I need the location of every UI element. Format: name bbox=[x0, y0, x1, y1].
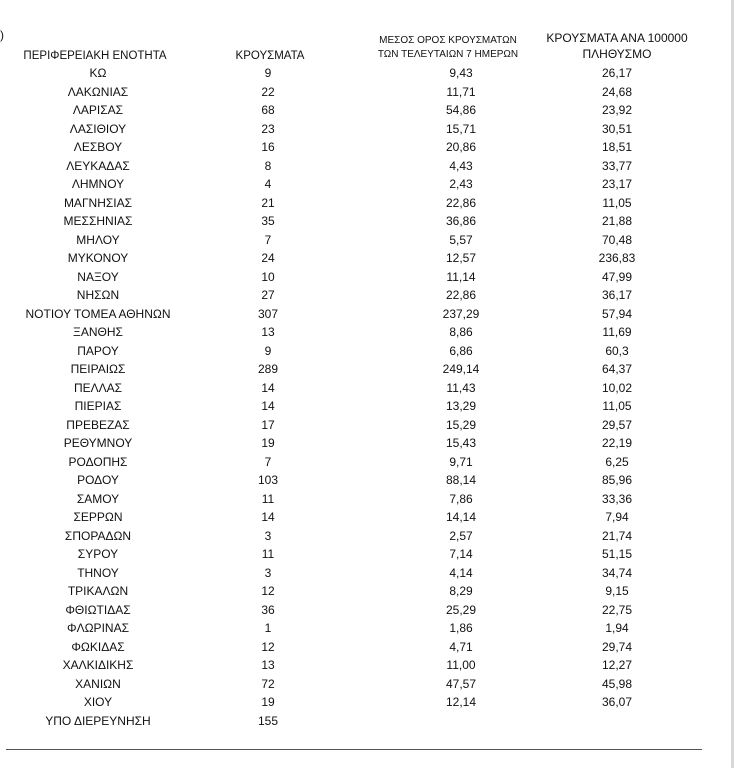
table-row bbox=[0, 675, 730, 694]
region-cell: ΛΑΡΙΣΑΣ bbox=[72, 103, 124, 117]
table-row bbox=[0, 157, 730, 176]
region-cell: ΠΙΕΡΙΑΣ bbox=[74, 399, 122, 413]
per-100k-cell: 47,99 bbox=[601, 269, 633, 284]
table-row bbox=[0, 342, 730, 361]
per-100k-cell: 70,48 bbox=[601, 232, 633, 247]
table-row bbox=[0, 656, 730, 675]
avg-7-days-cell: 15,29 bbox=[445, 417, 477, 432]
per-100k-cell: 11,05 bbox=[602, 399, 632, 413]
avg-7-days-cell: 25,29 bbox=[445, 602, 477, 617]
avg-7-days-cell: 11,71 bbox=[446, 84, 476, 99]
table-row bbox=[0, 286, 730, 305]
avg-7-days-cell: 11,43 bbox=[446, 380, 476, 395]
cases-cell: 35 bbox=[261, 214, 275, 228]
per-100k-cell: 22,19 bbox=[601, 436, 633, 450]
table-row bbox=[0, 545, 730, 564]
cases-cell: 3 bbox=[264, 565, 272, 580]
avg-7-days-cell: 9,43 bbox=[449, 66, 473, 80]
region-cell: ΛΗΜΝΟΥ bbox=[71, 177, 125, 191]
avg-7-days-cell: 2,43 bbox=[449, 177, 473, 191]
table-row bbox=[0, 120, 730, 139]
region-cell: ΣΕΡΡΩΝ bbox=[73, 510, 123, 524]
per-100k-cell: 64,37 bbox=[601, 362, 633, 376]
per-100k-cell: 36,17 bbox=[601, 288, 633, 302]
per-100k-cell: 45,98 bbox=[601, 676, 633, 691]
table-row bbox=[0, 360, 730, 379]
region-cell: ΠΕΛΛΑΣ bbox=[73, 380, 123, 395]
per-100k-cell: 10,02 bbox=[601, 380, 633, 395]
header-cases-per-100k bbox=[528, 30, 706, 62]
table-row bbox=[0, 305, 730, 324]
avg-7-days-cell: 12,14 bbox=[445, 695, 477, 709]
per-100k-cell: 29,74 bbox=[601, 639, 633, 654]
cases-cell: 14 bbox=[261, 399, 275, 413]
avg-7-days-cell: 47,57 bbox=[445, 676, 477, 691]
avg-7-days-cell: 12,57 bbox=[445, 251, 477, 265]
cases-cell: 13 bbox=[261, 325, 275, 339]
region-cell: ΧΑΛΚΙΔΙΚΗΣ bbox=[62, 658, 134, 672]
per-100k-cell: 33,36 bbox=[601, 491, 633, 506]
cases-cell: 10 bbox=[261, 269, 275, 284]
cases-cell: 9 bbox=[264, 66, 272, 80]
per-100k-cell: 24,68 bbox=[601, 84, 633, 99]
avg-7-days-cell: 5,57 bbox=[449, 232, 473, 247]
region-cell: ΧΑΝΙΩΝ bbox=[75, 676, 121, 691]
region-cell: ΦΛΩΡΙΝΑΣ bbox=[67, 621, 129, 635]
region-cell: ΛΑΣΙΘΙΟΥ bbox=[69, 121, 127, 136]
table-row bbox=[0, 490, 730, 509]
per-100k-cell: 57,94 bbox=[601, 306, 633, 321]
cases-cell: 21 bbox=[261, 195, 275, 210]
table-row bbox=[0, 453, 730, 472]
per-100k-cell: 21,74 bbox=[601, 528, 633, 543]
per-100k-cell: 85,96 bbox=[601, 473, 633, 487]
avg-7-days-cell: 88,14 bbox=[445, 473, 477, 487]
per-100k-cell: 23,92 bbox=[601, 103, 633, 117]
region-cell: ΞΑΝΘΗΣ bbox=[73, 325, 123, 339]
cases-cell: 8 bbox=[264, 158, 272, 173]
per-100k-cell: 26,17 bbox=[601, 66, 633, 80]
table-row bbox=[0, 175, 730, 194]
avg-7-days-cell: 6,86 bbox=[449, 343, 473, 358]
region-cell: ΛΕΣΒΟΥ bbox=[73, 140, 123, 154]
corner-mark: ) bbox=[0, 28, 4, 42]
per-100k-cell: 12,27 bbox=[601, 658, 633, 672]
cases-cell: 1 bbox=[264, 621, 272, 635]
table-row bbox=[0, 249, 730, 268]
table-row bbox=[0, 379, 730, 398]
region-cell: ΜΕΣΣΗΝΙΑΣ bbox=[63, 214, 133, 228]
avg-7-days-cell: 4,71 bbox=[449, 639, 473, 654]
cases-cell: 22 bbox=[261, 84, 275, 99]
per-100k-cell: 236,83 bbox=[598, 251, 636, 265]
region-cell: ΜΑΓΝΗΣΙΑΣ bbox=[63, 195, 133, 210]
avg-7-days-cell: 8,29 bbox=[449, 584, 473, 598]
cases-cell: 14 bbox=[261, 510, 275, 524]
table-row bbox=[0, 619, 730, 638]
cases-cell: 16 bbox=[261, 140, 275, 154]
table-row bbox=[0, 693, 730, 712]
cases-cell: 27 bbox=[261, 288, 275, 302]
avg-7-days-cell: 7,86 bbox=[449, 491, 473, 506]
per-100k-cell: 18,51 bbox=[601, 140, 633, 154]
cases-cell: 11 bbox=[261, 491, 275, 506]
region-cell: ΡΟΔΟΥ bbox=[77, 473, 119, 487]
per-100k-cell: 34,74 bbox=[601, 565, 633, 580]
avg-7-days-cell: 11,00 bbox=[446, 658, 476, 672]
region-cell: ΛΕΥΚΑΔΑΣ bbox=[66, 158, 130, 173]
avg-7-days-cell: 9,71 bbox=[449, 454, 473, 469]
table-row bbox=[0, 601, 730, 620]
table-row bbox=[0, 64, 730, 83]
per-100k-cell: 23,17 bbox=[601, 177, 633, 191]
avg-7-days-cell: 13,29 bbox=[445, 399, 477, 413]
cases-cell: 14 bbox=[261, 380, 275, 395]
per-100k-cell: 22,75 bbox=[601, 602, 633, 617]
cases-cell: 3 bbox=[264, 528, 272, 543]
avg-7-days-cell: 11,14 bbox=[446, 269, 476, 284]
cases-cell: 12 bbox=[261, 639, 275, 654]
table-row bbox=[0, 323, 730, 342]
cases-cell: 103 bbox=[257, 473, 279, 487]
header-cases: ΚΡΟΥΣΜΑΤΑ bbox=[235, 50, 305, 62]
cases-cell: 9 bbox=[264, 343, 272, 358]
cases-cell: 7 bbox=[264, 232, 272, 247]
table-row bbox=[0, 712, 730, 731]
table-row bbox=[0, 212, 730, 231]
avg-7-days-cell: 249,14 bbox=[442, 362, 480, 376]
header-per100k-line1: ΚΡΟΥΣΜΑΤΑ ΑΝΑ 100000 bbox=[546, 31, 688, 45]
table-row bbox=[0, 434, 730, 453]
per-100k-cell: 33,77 bbox=[601, 158, 633, 173]
per-100k-cell: 36,07 bbox=[601, 695, 633, 709]
avg-7-days-cell: 15,43 bbox=[445, 436, 477, 450]
cases-cell: 19 bbox=[261, 695, 275, 709]
region-cell: ΦΩΚΙΔΑΣ bbox=[71, 639, 125, 654]
cases-cell: 289 bbox=[257, 362, 279, 376]
region-cell: ΠΡΕΒΕΖΑΣ bbox=[66, 417, 130, 432]
header-avg-line2: ΤΩΝ ΤΕΛΕΥΤΑΙΩΝ 7 ΗΜΕΡΩΝ bbox=[377, 49, 519, 60]
cases-cell: 4 bbox=[264, 177, 272, 191]
table-row bbox=[0, 508, 730, 527]
bottom-divider bbox=[6, 749, 702, 750]
avg-7-days-cell: 4,14 bbox=[449, 565, 473, 580]
avg-7-days-cell: 22,86 bbox=[445, 195, 477, 210]
region-cell: ΠΕΙΡΑΙΩΣ bbox=[70, 362, 126, 376]
per-100k-cell: 30,51 bbox=[601, 121, 633, 136]
table-row bbox=[0, 138, 730, 157]
region-cell: ΝΗΣΩΝ bbox=[76, 288, 120, 302]
per-100k-cell: 51,15 bbox=[601, 547, 633, 561]
cases-cell: 307 bbox=[257, 306, 279, 321]
region-cell: ΠΑΡΟΥ bbox=[77, 343, 119, 358]
region-cell: ΥΠΟ ΔΙΕΡΕΥΝΗΣΗ bbox=[45, 713, 151, 728]
data-table-body bbox=[0, 64, 730, 730]
per-100k-cell: 6,25 bbox=[605, 454, 629, 469]
avg-7-days-cell: 7,14 bbox=[449, 547, 473, 561]
region-cell: ΣΑΜΟΥ bbox=[76, 491, 120, 506]
avg-7-days-cell: 54,86 bbox=[445, 103, 477, 117]
avg-7-days-cell: 15,71 bbox=[445, 121, 477, 136]
cases-cell: 24 bbox=[261, 251, 275, 265]
table-row bbox=[0, 101, 730, 120]
region-cell: ΝΟΤΙΟΥ ΤΟΜΕΑ ΑΘΗΝΩΝ bbox=[25, 306, 171, 321]
cases-cell: 7 bbox=[264, 454, 272, 469]
per-100k-cell: 11,69 bbox=[602, 325, 632, 339]
table-row bbox=[0, 527, 730, 546]
region-cell: ΡΕΘΥΜΝΟΥ bbox=[63, 436, 133, 450]
header-region: ΠΕΡΙΦΕΡΕΙΑΚΗ ΕΝΟΤΗΤΑ bbox=[23, 50, 167, 62]
table-row bbox=[0, 194, 730, 213]
table-row bbox=[0, 83, 730, 102]
cases-cell: 17 bbox=[261, 417, 275, 432]
cases-cell: 36 bbox=[261, 602, 275, 617]
header-per100k-line2: ΠΛΗΘΥΣΜΟ bbox=[582, 47, 652, 61]
header-avg-line1: ΜΕΣΟΣ ΟΡΟΣ ΚΡΟΥΣΜΑΤΩΝ bbox=[379, 35, 517, 46]
region-cell: ΤΗΝΟΥ bbox=[77, 565, 119, 580]
avg-7-days-cell: 237,29 bbox=[442, 306, 480, 321]
avg-7-days-cell: 4,43 bbox=[449, 158, 473, 173]
region-cell: ΚΩ bbox=[89, 66, 107, 80]
cases-cell: 72 bbox=[261, 676, 275, 691]
per-100k-cell: 29,57 bbox=[601, 417, 633, 432]
table-row bbox=[0, 471, 730, 490]
cases-cell: 11 bbox=[261, 547, 275, 561]
per-100k-cell: 1,94 bbox=[605, 621, 629, 635]
per-100k-cell: 9,15 bbox=[605, 584, 629, 598]
table-row bbox=[0, 397, 730, 416]
avg-7-days-cell: 14,14 bbox=[445, 510, 477, 524]
per-100k-cell: 11,05 bbox=[602, 195, 632, 210]
table-row bbox=[0, 416, 730, 435]
table-row bbox=[0, 231, 730, 250]
cases-cell: 13 bbox=[261, 658, 275, 672]
region-cell: ΦΘΙΩΤΙΔΑΣ bbox=[65, 602, 131, 617]
cases-cell: 19 bbox=[261, 436, 275, 450]
region-cell: ΤΡΙΚΑΛΩΝ bbox=[67, 584, 129, 598]
region-cell: ΜΗΛΟΥ bbox=[76, 232, 120, 247]
region-cell: ΛΑΚΩΝΙΑΣ bbox=[67, 84, 129, 99]
header-avg-7-days bbox=[358, 34, 538, 62]
region-cell: ΣΥΡΟΥ bbox=[77, 547, 119, 561]
table-row bbox=[0, 268, 730, 287]
region-cell: ΝΑΞΟΥ bbox=[77, 269, 119, 284]
region-cell: ΧΙΟΥ bbox=[83, 695, 113, 709]
cases-cell: 68 bbox=[261, 103, 275, 117]
cases-cell: 12 bbox=[261, 584, 275, 598]
avg-7-days-cell: 20,86 bbox=[445, 140, 477, 154]
region-cell: ΡΟΔΟΠΗΣ bbox=[68, 454, 128, 469]
region-cell: ΣΠΟΡΑΔΩΝ bbox=[64, 528, 132, 543]
table-row bbox=[0, 582, 730, 601]
avg-7-days-cell: 1,86 bbox=[449, 621, 473, 635]
avg-7-days-cell: 22,86 bbox=[445, 288, 477, 302]
table-row bbox=[0, 638, 730, 657]
per-100k-cell: 7,94 bbox=[605, 510, 629, 524]
cases-cell: 23 bbox=[261, 121, 275, 136]
per-100k-cell: 21,88 bbox=[601, 214, 633, 228]
region-cell: ΜΥΚΟΝΟΥ bbox=[67, 251, 129, 265]
table-row bbox=[0, 564, 730, 583]
per-100k-cell: 60,3 bbox=[605, 343, 629, 358]
avg-7-days-cell: 8,86 bbox=[449, 325, 473, 339]
avg-7-days-cell: 2,57 bbox=[449, 528, 473, 543]
cases-cell: 155 bbox=[257, 713, 279, 728]
avg-7-days-cell: 36,86 bbox=[445, 214, 477, 228]
